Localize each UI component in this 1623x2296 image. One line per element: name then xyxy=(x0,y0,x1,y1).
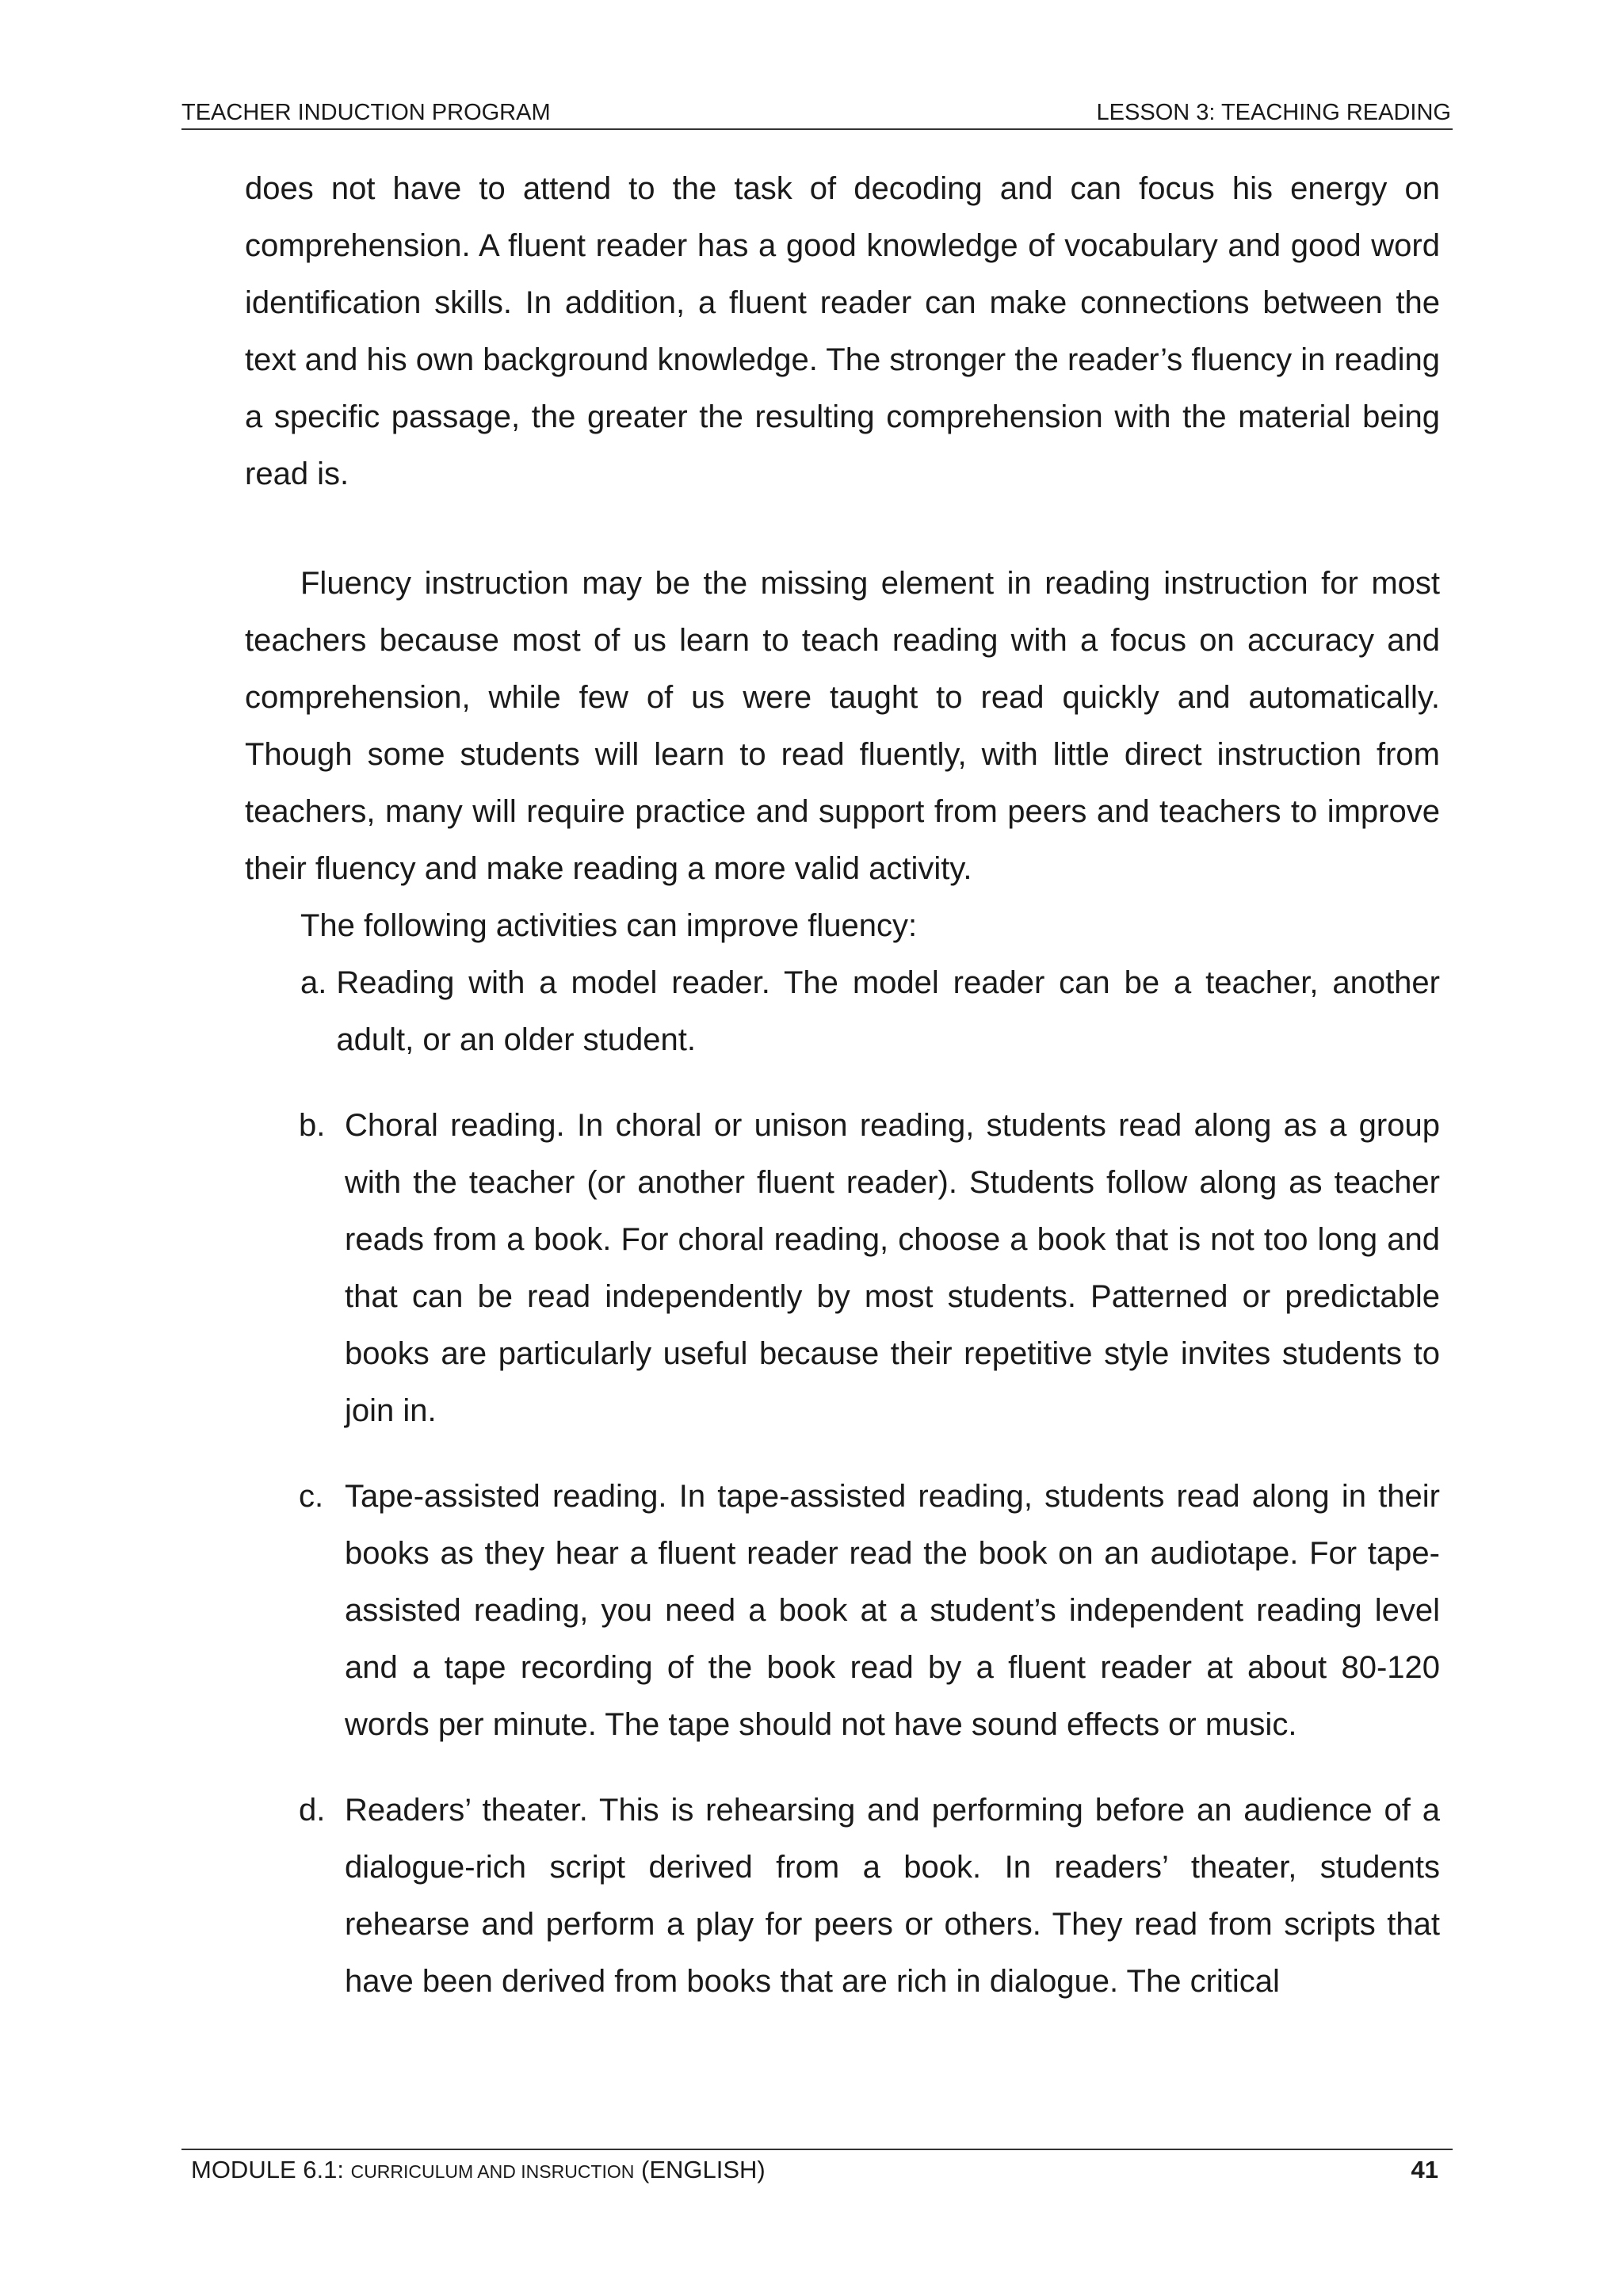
page-footer xyxy=(181,2149,1453,2187)
list-item-text: Tape-assisted reading. In tape-assisted reading, students read along in their books as they hear a fluent reader read the book on an audiotape. For tape-assisted reading, you need a book at a student’s independent reading level and a tape recording of the book read by a fluent reader at about 80-120 words per minute. The tape should not have sound effects or music. xyxy=(345,1479,1440,1742)
list-item-d xyxy=(245,1782,1440,2010)
list-item-b xyxy=(245,1097,1440,1439)
list-item-marker: d. xyxy=(299,1793,326,1828)
paragraph-fluency-instruction: Fluency instruction may be the missing element in reading instruction for most teachers because most of us learn to teach reading with a focus on accuracy and comprehension, while few of us were taught to read quickly and automatically. Though some students will learn to read fluently, with little direct instruction from teachers, many will require practice and support from peers and teachers to improve their fluency and make reading a more valid activity. xyxy=(245,566,1440,886)
paragraph-fluent-reader: does not have to attend to the task of decoding and can focus his energy on comprehension. A fluent reader has a good knowledge of vocabulary and good word identification skills. In addition, a fluent reader can make connections between the text and his own background knowledge. The stronger the reader’s fluency in reading a specific passage, the greater the resulting comprehension with the material being read is. xyxy=(245,171,1440,491)
footer-module-label xyxy=(191,2152,766,2190)
list-item-marker: c. xyxy=(299,1479,324,1514)
list-item-marker: a. xyxy=(300,965,327,1000)
list-spacer xyxy=(245,1068,1440,1097)
page-body xyxy=(245,160,1440,2010)
footer-module: MODULE 6.1: xyxy=(191,2156,344,2183)
footer-course: CURRICULUM AND INSRUCTION xyxy=(350,2161,635,2182)
list-intro: The following activities can improve fluency: xyxy=(300,908,918,943)
page-number: 41 xyxy=(1411,2156,1438,2183)
paragraph-spacer xyxy=(245,502,1440,555)
list-item-c xyxy=(245,1468,1440,1753)
header-lesson-title: LESSON 3: TEACHING READING xyxy=(1096,100,1451,125)
list-item-text: Reading with a model reader. The model reader can be a teacher, another adult, or an older student. xyxy=(336,965,1440,1057)
list-spacer xyxy=(245,1753,1440,1782)
header-program-title: TEACHER INDUCTION PROGRAM xyxy=(181,100,551,125)
footer-language: (ENGLISH) xyxy=(641,2156,766,2183)
page-header xyxy=(181,97,1453,130)
list-item-text: Choral reading. In choral or unison reading, students read along as a group with the teacher (or another fluent reader). Students follow along as teacher reads from a book. For choral reading, choose a book that is not too long and that can be read independently by most students. Patterned or predictable books are particularly useful because their repetitive style invites students to join in. xyxy=(345,1108,1440,1428)
list-item-marker: b. xyxy=(299,1108,326,1143)
list-item-text: Readers’ theater. This is rehearsing and performing before an audience of a dialogue-rich script derived from a book. In readers’ theater, students rehearse and perform a play for peers or others. They read from scripts that have been derived from books that are rich in dialogue. The critical xyxy=(345,1793,1440,1999)
list-spacer xyxy=(245,1439,1440,1468)
list-item-a xyxy=(300,954,1440,1068)
